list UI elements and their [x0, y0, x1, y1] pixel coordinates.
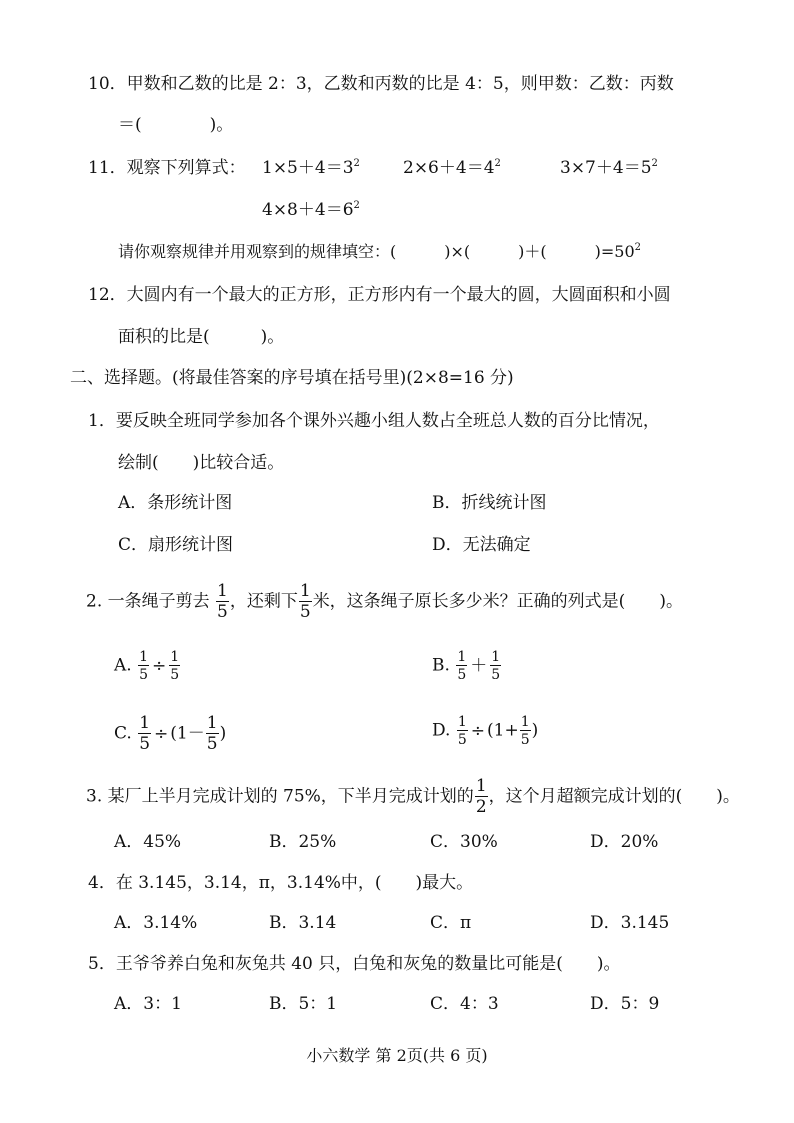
c2-option-c [114, 715, 226, 753]
c2-option-a-letter: A. [114, 655, 132, 676]
q11-eq4-text: 4×8＋4＝6 [262, 200, 354, 220]
c1-line2: 绘制( )比较合适。 [118, 453, 285, 473]
q11-eq1-text: 1×5＋4＝3 [262, 158, 354, 178]
c3-stem-fraction [475, 778, 488, 816]
frac-den: 5 [139, 734, 151, 754]
divide-sign: ÷ [152, 655, 167, 676]
c2-stem-part1: 2. 一条绳子剪去 [86, 591, 210, 612]
c2-stem-part3: 米，这条绳子原长多少米？正确的列式是( )。 [312, 591, 683, 612]
c4-option-c: C．π [430, 913, 472, 933]
c3-stem-part1: 3. 某厂上半月完成计划的 75%，下半月完成计划的 [86, 786, 474, 807]
c5-option-c: C．4：3 [430, 994, 499, 1014]
frac-den: 5 [139, 667, 149, 683]
q11-eq2 [403, 160, 501, 177]
c2-d-paren: (1+ [487, 720, 519, 741]
c3-option-c: C．30% [430, 832, 498, 852]
frac-den: 2 [475, 797, 487, 817]
c2-b-frac-2 [490, 650, 501, 682]
frac-num: 1 [217, 581, 228, 601]
frac-num: 1 [520, 714, 530, 730]
c3-option-a: A．45% [114, 832, 182, 852]
c3-option-d: D．20% [590, 832, 659, 852]
q11-eq1-exp: 2 [353, 158, 360, 169]
frac-num: 1 [206, 713, 218, 733]
c2-option-a [114, 650, 181, 682]
frac-num: 1 [457, 649, 467, 665]
q11-intro [88, 160, 246, 177]
c5-option-a: A．3：1 [114, 994, 182, 1014]
frac-den: 5 [170, 667, 180, 683]
frac-den: 5 [457, 667, 467, 683]
section-2-title: 二、选择题。(将最佳答案的序号填在括号里)(2×8=16 分) [70, 368, 514, 388]
c4-option-d: D．3.145 [590, 913, 670, 933]
q12-line1: 12．大圆内有一个最大的正方形，正方形内有一个最大的圆，大圆面积和小圆 [88, 285, 671, 305]
c3-option-b: B．25% [269, 832, 337, 852]
c2-c-paren-close: ) [219, 723, 227, 744]
q12-line2: 面积的比是( )。 [118, 327, 285, 347]
frac-den: 5 [457, 732, 467, 748]
q11-eq2-exp: 2 [494, 158, 501, 169]
frac-num: 1 [170, 649, 180, 665]
frac-den: 5 [206, 734, 218, 754]
q11-intro-text: 11．观察下列算式： [88, 158, 246, 178]
c5-stem: 5．王爷爷养白兔和灰兔共 40 只，白兔和灰兔的数量比可能是( )。 [88, 954, 621, 974]
c2-d-paren-close: ) [531, 720, 539, 741]
c1-option-d: D．无法确定 [432, 535, 531, 555]
c2-c-paren: (1－ [170, 723, 205, 744]
c4-option-b: B．3.14 [269, 913, 337, 933]
plus-sign: ＋ [470, 655, 488, 676]
frac-num: 1 [299, 581, 311, 601]
q11-prompt-exp: 2 [634, 242, 642, 253]
q11-eq3 [560, 160, 658, 177]
c1-option-c: C．扇形统计图 [118, 535, 234, 555]
c2-d-frac-2 [520, 715, 531, 747]
c2-stem-fraction-2 [299, 583, 312, 621]
q11-eq2-text: 2×6＋4＝4 [403, 158, 495, 178]
frac-den: 5 [217, 602, 228, 622]
q10-line2: ＝( )。 [118, 115, 234, 135]
q11-eq3-text: 3×7＋4＝5 [560, 158, 652, 178]
c5-option-b: B．5：1 [269, 994, 338, 1014]
frac-num: 1 [139, 713, 151, 733]
c2-option-b-letter: B. [432, 655, 450, 676]
q11-eq3-exp: 2 [651, 158, 658, 169]
c2-b-frac-1 [456, 650, 467, 682]
c2-a-frac-1 [138, 650, 149, 682]
q11-prompt [118, 244, 641, 260]
frac-den: 5 [520, 732, 530, 748]
frac-den: 5 [491, 667, 501, 683]
c4-option-a: A．3.14% [114, 913, 198, 933]
q11-eq1 [262, 160, 360, 177]
c5-option-d: D．5：9 [590, 994, 660, 1014]
divide-sign: ÷ [470, 720, 486, 741]
c2-option-d-letter: D. [432, 720, 451, 741]
c3-stem-part2: ，这个月超额完成计划的( )。 [488, 786, 740, 807]
page-footer: 小六数学 第 2页(共 6 页) [306, 1046, 488, 1065]
frac-num: 1 [139, 649, 149, 665]
c3-stem [86, 778, 740, 816]
frac-num: 1 [457, 714, 467, 730]
c2-option-d [432, 715, 538, 747]
c2-stem-part2: ，还剩下 [229, 591, 298, 612]
c4-stem: 4．在 3.145，3.14，π，3.14%中，( )最大。 [88, 873, 474, 893]
c2-stem-fraction-1 [216, 583, 229, 621]
c2-option-c-letter: C. [114, 723, 132, 744]
c2-option-b [432, 650, 502, 682]
q10-line1: 10．甲数和乙数的比是 2：3，乙数和丙数的比是 4：5，则甲数：乙数：丙数 [88, 74, 674, 94]
c1-line1: 1．要反映全班同学参加各个课外兴趣小组人数占全班总人数的百分比情况， [88, 411, 660, 431]
c2-a-frac-2 [169, 650, 180, 682]
frac-num: 1 [491, 649, 501, 665]
q11-eq4-exp: 2 [353, 200, 360, 211]
c1-option-b: B．折线统计图 [432, 493, 547, 513]
c2-d-frac-1 [457, 715, 468, 747]
c2-c-frac-2 [206, 715, 219, 753]
q11-prompt-text: 请你观察规律并用观察到的规律填空：( )×( )＋( )=50 [118, 242, 635, 261]
c2-stem [86, 583, 683, 621]
q11-eq4 [262, 202, 360, 219]
c2-c-frac-1 [138, 715, 151, 753]
frac-num: 1 [475, 776, 487, 796]
divide-sign: ÷ [154, 723, 169, 744]
c1-option-a: A．条形统计图 [118, 493, 233, 513]
frac-den: 5 [299, 602, 311, 622]
